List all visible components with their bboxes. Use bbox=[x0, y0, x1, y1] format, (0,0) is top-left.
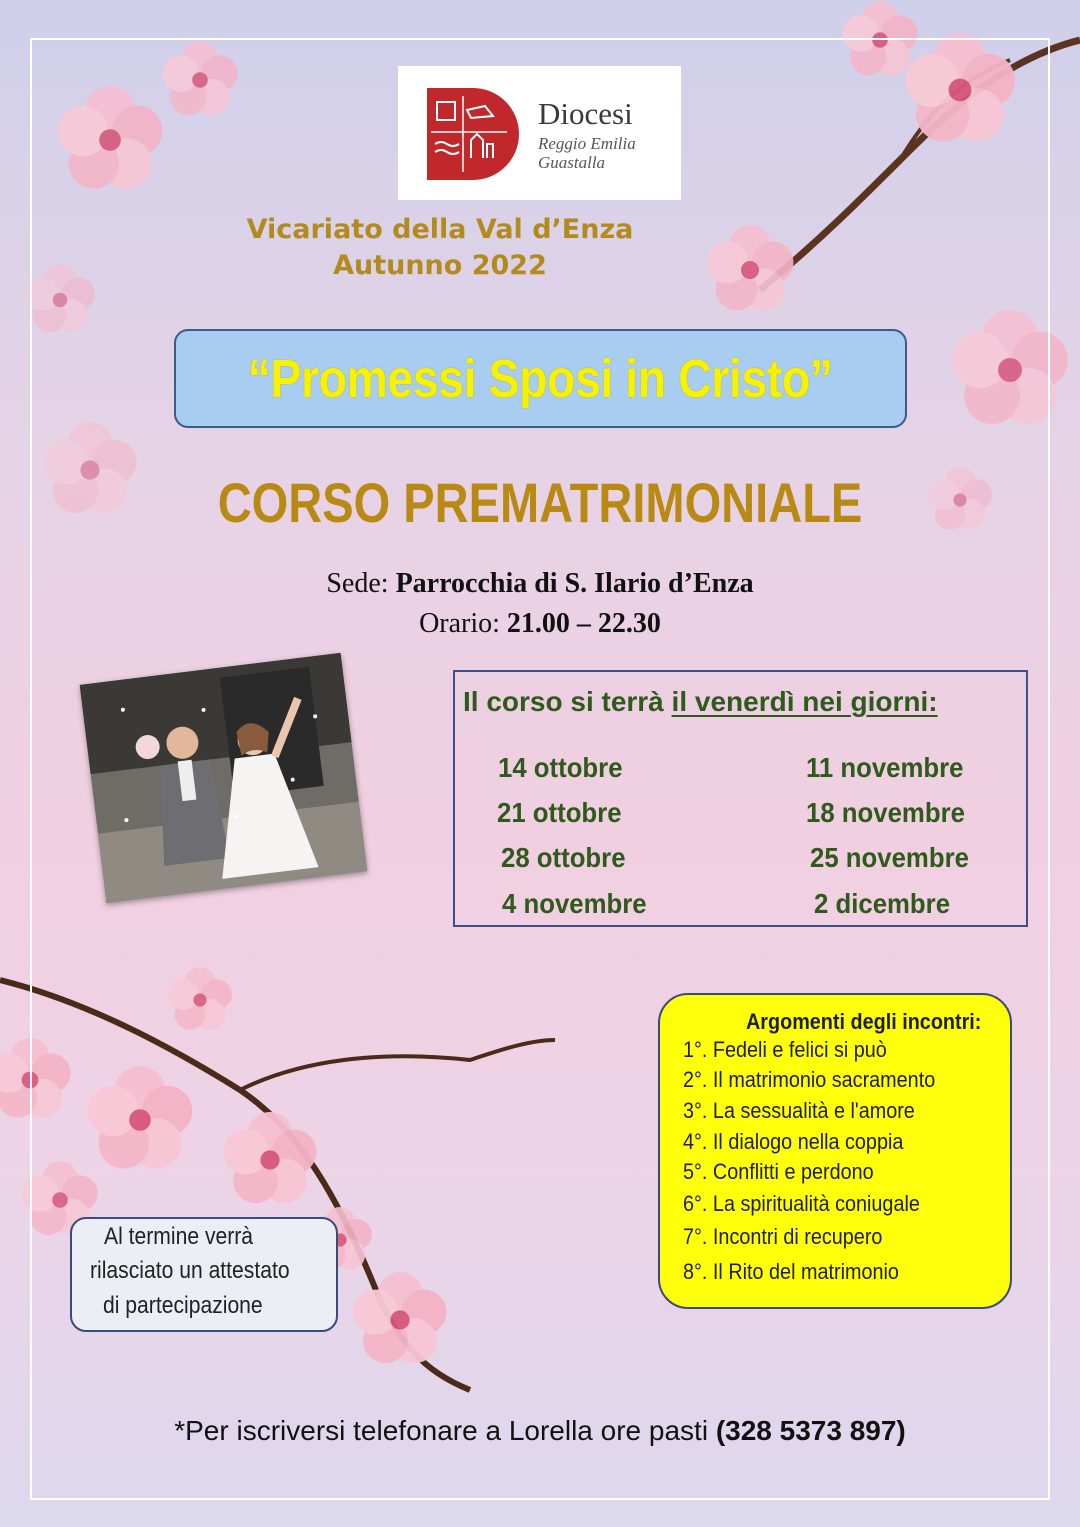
topics-box bbox=[658, 993, 1012, 1309]
date-item: 21 ottobre bbox=[497, 797, 622, 828]
title-banner bbox=[174, 329, 907, 428]
schedule-label: Orario: bbox=[419, 608, 500, 639]
date-item: 14 ottobre bbox=[498, 752, 623, 783]
wedding-photo bbox=[80, 653, 368, 903]
schedule-line bbox=[0, 608, 1080, 640]
date-item: 4 novembre bbox=[502, 888, 647, 919]
dates-heading-underlined: il venerdì nei giorni: bbox=[671, 686, 938, 717]
note-line2: rilasciato un attestato bbox=[90, 1257, 290, 1284]
season-line: Autunno 2022 bbox=[333, 250, 547, 281]
dates-heading-prefix: Il corso si terrà bbox=[463, 686, 672, 717]
date-item: 11 novembre bbox=[806, 752, 964, 783]
footer-contact bbox=[0, 1415, 1080, 1447]
footer-text: *Per iscriversi telefonare a Lorella ore pasti bbox=[174, 1415, 716, 1446]
logo-subtitle bbox=[538, 134, 636, 172]
topic-item: 6°. La spiritualità coniugale bbox=[683, 1191, 920, 1216]
date-item: 25 novembre bbox=[810, 842, 969, 873]
logo-name: Diocesi bbox=[538, 96, 633, 131]
topic-item: 1°. Fedeli e felici si può bbox=[683, 1037, 887, 1062]
diocese-logo bbox=[398, 66, 681, 200]
wedding-photo-image bbox=[80, 653, 368, 903]
venue-value: Parrocchia di S. Ilario d’Enza bbox=[395, 568, 754, 599]
topic-item: 5°. Conflitti e perdono bbox=[683, 1159, 874, 1184]
note-line3: di partecipazione bbox=[103, 1292, 263, 1319]
topics-heading: Argomenti degli incontri: bbox=[746, 1009, 982, 1034]
topic-item: 2°. Il matrimonio sacramento bbox=[683, 1067, 936, 1092]
certificate-note bbox=[70, 1217, 338, 1332]
topic-item: 8°. Il Rito del matrimonio bbox=[683, 1259, 899, 1284]
logo-subtitle-line1: Reggio Emilia bbox=[538, 134, 636, 153]
date-item: 28 ottobre bbox=[501, 842, 626, 873]
date-item: 2 dicembre bbox=[814, 888, 951, 919]
note-line1: Al termine verrà bbox=[104, 1223, 254, 1250]
footer-phone: (328 5373 897) bbox=[715, 1415, 906, 1446]
venue-line bbox=[0, 568, 1080, 600]
course-title: CORSO PREMATRIMONIALE bbox=[217, 471, 863, 534]
topic-item: 4°. Il dialogo nella coppia bbox=[683, 1129, 904, 1154]
venue-label: Sede: bbox=[326, 568, 389, 599]
page-title: “Promessi Sposi in Cristo” bbox=[248, 348, 833, 409]
topic-item: 7°. Incontri di recupero bbox=[683, 1224, 883, 1249]
dates-heading bbox=[463, 686, 938, 718]
dates-box bbox=[453, 670, 1028, 927]
vicariate-line: Vicariato della Val d’Enza bbox=[246, 214, 634, 245]
topic-item: 3°. La sessualità e l'amore bbox=[683, 1098, 915, 1123]
schedule-value: 21.00 – 22.30 bbox=[506, 608, 661, 639]
diocese-emblem-icon bbox=[427, 88, 519, 180]
logo-subtitle-line2: Guastalla bbox=[538, 153, 606, 172]
date-item: 18 novembre bbox=[806, 797, 965, 828]
